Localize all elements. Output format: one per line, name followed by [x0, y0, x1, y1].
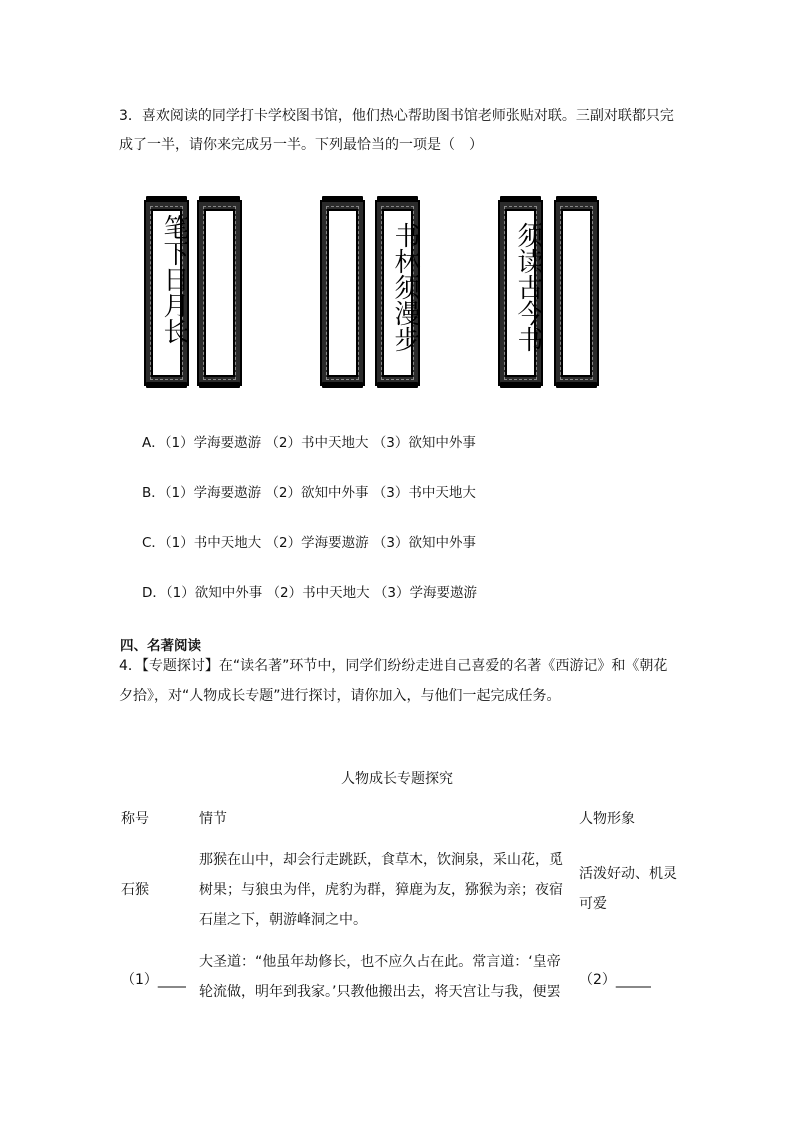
couplet-text-1: 笔下日月长	[159, 214, 189, 344]
question-3-line-2: 成了一半，请你来完成另一半。下列最恰当的一项是（ ）	[119, 137, 483, 153]
question-3	[119, 102, 674, 160]
couplet-scroll-1-blank	[197, 196, 242, 388]
couplet-text-2: 书林须漫步	[390, 222, 420, 352]
option-d: D．（1）欲知中外事 （2）书中天地大 （3）学海要遨游	[142, 585, 477, 601]
couplet-illustration	[140, 196, 600, 390]
question-4: 4．【专题探讨】在“读名著”环节中，同学们纷纷走进自己喜爱的名著《西游记》和《朝花夕拾》，对“人物成长专题”进行探讨，请你加入，与他们一起完成任务。	[119, 658, 668, 704]
table-row-1-title: 石猴	[121, 882, 149, 898]
table-row-2-title: （1）____	[121, 972, 186, 988]
table-header-plot: 情节	[199, 811, 227, 827]
couplet-text-3: 须读古今书	[513, 222, 543, 352]
table-header-title: 称号	[121, 811, 149, 827]
option-c: C．（1）书中天地大 （2）学海要遨游 （3）欲知中外事	[142, 535, 477, 551]
couplet-scroll-2-blank	[320, 196, 365, 388]
table-row-1-plot: 那猴在山中，却会行走跳跃，食草木，饮涧泉，采山花，觅树果；与狼虫为伴，虎豹为群，獐鹿为友，猕猴为亲；夜宿石崖之下，朝游峰洞之中。	[199, 852, 563, 928]
table-row-2-plot: 大圣道：“他虽年劫修长，也不应久占在此。常言道：‘皇帝轮流做，明年到我家。’只教他搬出去，将天宫让与我，便罢	[199, 954, 561, 1000]
table-title: 人物成长专题探究	[341, 771, 453, 787]
couplet-scroll-3-filled	[498, 196, 543, 388]
couplet-scroll-3-blank	[554, 196, 599, 388]
table-row-1-image: 活泼好动、机灵可爱	[579, 866, 677, 912]
couplet-scroll-2-filled	[375, 196, 420, 388]
option-a: A．（1）学海要遨游 （2）书中天地大 （3）欲知中外事	[142, 435, 476, 451]
section-heading: 四、名著阅读	[120, 638, 201, 654]
option-b: B．（1）学海要遨游 （2）欲知中外事 （3）书中天地大	[142, 485, 476, 501]
question-3-line-1: 3．喜欢阅读的同学打卡学校图书馆，他们热心帮助图书馆老师张贴对联。三副对联都只完	[119, 108, 674, 124]
couplet-scroll-1-filled	[144, 196, 189, 388]
table-row-2-image: （2）_____	[579, 972, 651, 988]
table-header-image: 人物形象	[579, 811, 635, 827]
